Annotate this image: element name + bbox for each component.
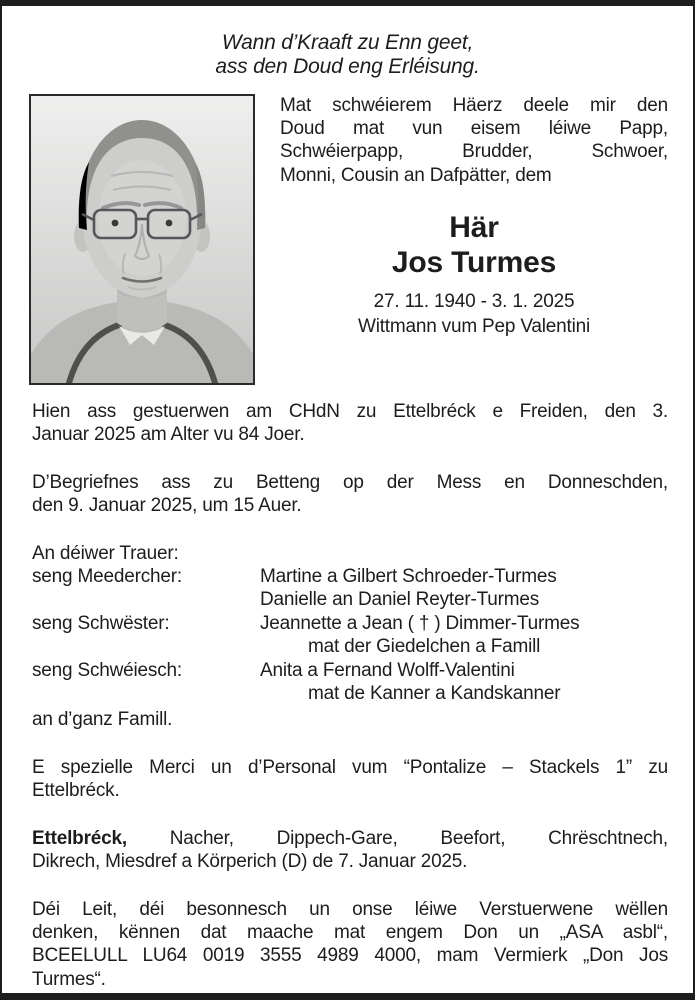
intro-paragraph [280,94,668,187]
mourning-row-label [32,682,260,705]
mourning-section [32,542,668,732]
donation-line: Turmes“. [32,968,106,990]
places-bold-town: Ettelbréck, [32,827,127,849]
portrait-photo-frame [29,94,255,385]
mourning-row [32,565,668,588]
mourning-row [32,682,668,705]
donation-line: Déi Leit, déi besonnesch un onse léiwe Verstuerwene wëllen [32,898,668,920]
deceased-salutation: Här [449,210,499,244]
death-notice-line: Januar 2025 am Alter vu 84 Joer. [32,424,305,446]
intro-line: Mat schwéierem Häerz deele mir den [280,95,668,116]
places-line: Dikrech, Miesdref a Körperich (D) de 7. Januar 2025. [32,851,468,873]
deceased-name: Jos Turmes [391,245,557,279]
mourning-row [32,612,668,635]
intro-line: Doud mat vun eisem léiwe Papp, [280,118,668,140]
mourning-row [32,588,668,611]
mourning-row [32,635,668,658]
funeral-notice-line: den 9. Januar 2025, um 15 Auer. [32,495,302,517]
places-line-rest: Nacher, Dippech-Gare, Beefort, Chrëschtnech, [169,827,668,849]
death-notice-line: Hien ass gestuerwen am CHdN zu Ettelbréck e Freiden, den 3. [32,401,668,422]
mourning-row-value: mat der Giedelchen a Famill [308,636,541,658]
donation-paragraph [32,898,668,992]
donation-line: BCEELULL LU64 0019 3555 4989 4000, mam Vermierk „Don Jos [32,945,668,967]
intro-column [280,94,668,385]
mourning-row-label: seng Schwëster: [32,612,170,634]
funeral-notice-paragraph [32,471,668,518]
death-notice-paragraph [32,400,668,447]
mourning-row-label: seng Schwéiesch: [32,659,182,681]
intro-line: Schwéierpapp, Brudder, Schwoer, [280,141,668,163]
funeral-notice-line: D’Begriefnes ass zu Betteng op der Mess en Donneschden, [32,471,668,493]
mourning-row-label: seng Meedercher: [32,566,182,588]
mourning-row-label [32,588,260,611]
body-text [32,400,668,991]
epigraph-line-2: ass den Doud eng Erléisung. [215,55,480,78]
donation-line: denken, kënnen dat maache mat engem Don un „ASA asbl“, [32,921,668,943]
mourning-closing: an d’ganz Famill. [32,709,173,731]
mourning-row [32,659,668,682]
mourning-row-value: Jeannette a Jean ( † ) Dimmer-Turmes [260,612,580,634]
deceased-dates: 27. 11. 1940 - 3. 1. 2025 [373,290,575,312]
thanks-line: E spezielle Merci un d’Personal vum “Pontalize – Stackels 1” zu [32,756,668,778]
deceased-subtitle: Wittmann vum Pep Valentini [357,316,591,338]
thanks-line: Ettelbréck. [32,780,120,802]
mourning-row-value: Anita a Fernand Wolff-Valentini [260,659,515,681]
epigraph [2,31,693,79]
places-paragraph [32,827,668,874]
mourning-row-label [32,635,260,658]
places-line [32,827,668,850]
top-section [29,94,668,385]
deceased-name-block [280,211,668,338]
thanks-paragraph [32,756,668,803]
intro-line: Monni, Cousin an Dafpätter, dem [280,164,552,186]
mourning-row-value: Martine a Gilbert Schroeder-Turmes [260,566,557,588]
mourning-row-value: mat de Kanner a Kandskanner [308,683,561,705]
epigraph-line-1: Wann d’Kraaft zu Enn geet, [221,31,474,54]
mourning-heading: An déiwer Trauer: [32,542,179,564]
mourning-row-value: Danielle an Daniel Reyter-Turmes [260,589,540,611]
portrait-photo [31,96,253,383]
